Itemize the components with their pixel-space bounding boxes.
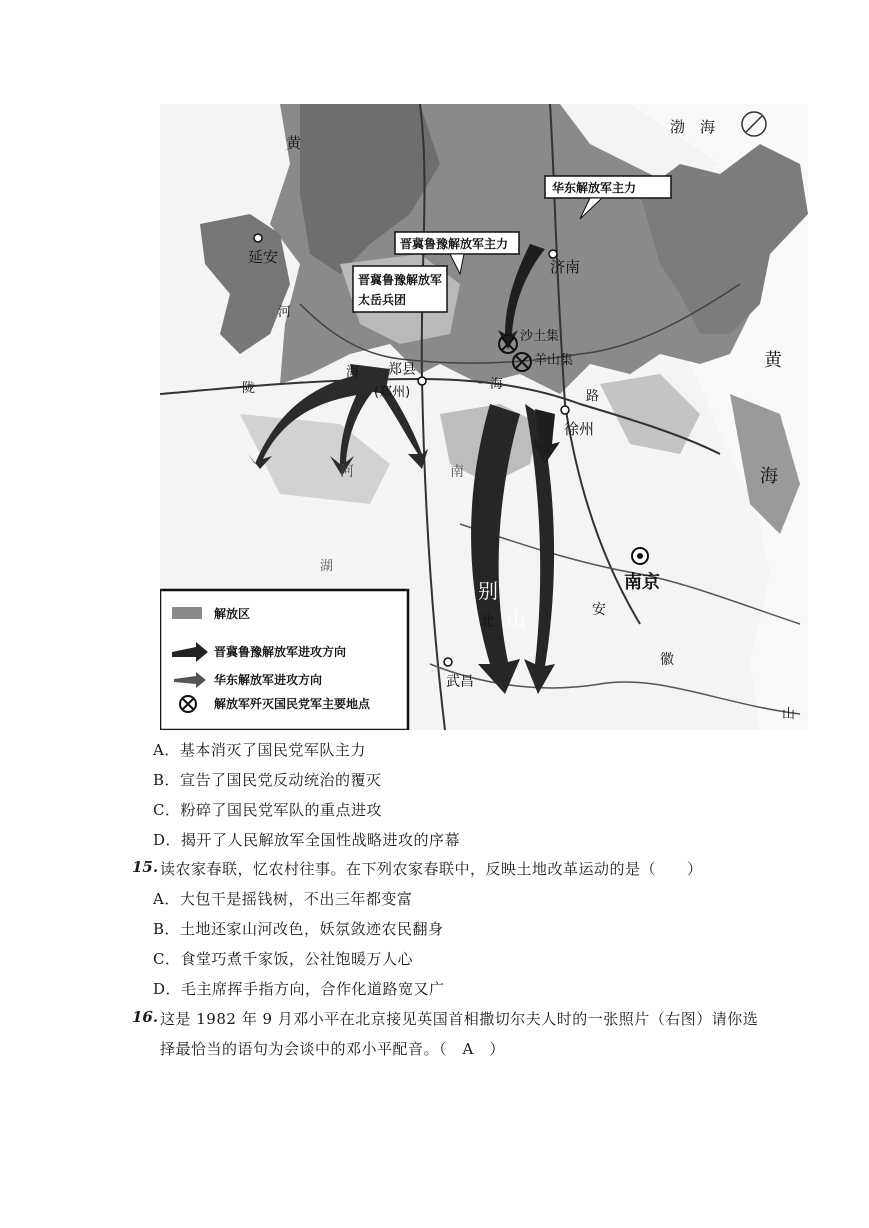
legend-swatch-liberated bbox=[172, 607, 202, 619]
q15-option-c: C．食堂巧煮千家饭，公社饱暖万人心 bbox=[153, 950, 413, 968]
wuchang-city-icon bbox=[444, 658, 452, 666]
war-map bbox=[160, 104, 808, 730]
q14-option-a: A．基本消灭了国民党军队主力 bbox=[153, 741, 366, 759]
legend-label-liberated: 解放区 bbox=[214, 607, 251, 621]
label-he: 河 bbox=[278, 305, 292, 320]
label-bohai-hai: 海 bbox=[700, 118, 716, 136]
label-hubei-hu: 湖 bbox=[320, 559, 334, 574]
q15-text: 读农家春联，忆农村往事。在下列农家春联中，反映土地改革运动的是（ ） bbox=[160, 860, 703, 878]
label-shan-right: 山 bbox=[782, 707, 796, 722]
label-hubei-bei: 北 bbox=[480, 614, 494, 630]
label-hai-route: 海 bbox=[490, 377, 504, 392]
label-lu: 路 bbox=[586, 389, 600, 404]
label-yangshanji: 羊山集 bbox=[534, 353, 574, 368]
q16-line2: 择最恰当的语句为会谈中的邓小平配音。（ A ） bbox=[160, 1040, 505, 1058]
label-anhui-hui: 徽 bbox=[660, 652, 674, 668]
label-henan-he: 河 bbox=[340, 464, 354, 480]
callout-taiyue-line1: 晋冀鲁豫解放军 bbox=[358, 273, 443, 287]
label-dabie-bie: 别 bbox=[478, 579, 498, 603]
q14-option-d: D．揭开了人民解放军全国性战略进攻的序幕 bbox=[153, 831, 461, 849]
label-anhui-an: 安 bbox=[592, 602, 606, 618]
q14-option-c: C．粉碎了国民党军队的重点进攻 bbox=[153, 801, 382, 819]
label-huanghai-hai: 海 bbox=[760, 466, 778, 487]
q14-option-b: B．宣告了国民党反动统治的覆灭 bbox=[153, 771, 382, 789]
label-longhai-hai: 海 bbox=[346, 365, 360, 380]
label-wuchang: 武昌 bbox=[446, 674, 474, 690]
label-zhengxian: 郑县 bbox=[388, 362, 416, 378]
legend-label-annihilation: 解放军歼灭国民党军主要地点 bbox=[214, 697, 371, 711]
q16-line1: 这是 1982 年 9 月邓小平在北京接见英国首相撒切尔夫人时的一张照片（右图）请你选 bbox=[160, 1010, 759, 1028]
label-huang-top: 黄 bbox=[286, 134, 302, 152]
map-svg bbox=[160, 104, 808, 730]
label-jinan: 济南 bbox=[550, 258, 581, 276]
label-dabie-shan: 山 bbox=[506, 607, 526, 631]
label-yanan: 延安 bbox=[248, 248, 279, 266]
zhengzhou-city-icon bbox=[418, 377, 426, 385]
nanjing-city-dot bbox=[637, 553, 643, 559]
legend-label-huadong: 华东解放军进攻方向 bbox=[214, 673, 323, 687]
callout-jinjilu-main: 晋冀鲁豫解放军主力 bbox=[400, 237, 509, 251]
label-shatuji: 沙土集 bbox=[520, 329, 560, 344]
q15-option-d: D．毛主席挥手指方向，合作化道路宽又广 bbox=[153, 980, 445, 998]
legend-label-jinjilu: 晋冀鲁豫解放军进攻方向 bbox=[214, 645, 347, 659]
label-longhai-long: 陇 bbox=[242, 381, 256, 396]
label-bohai: 渤 bbox=[670, 118, 686, 136]
yanan-city-icon bbox=[254, 234, 262, 242]
label-zhengzhou: (郑州) bbox=[374, 385, 411, 400]
jinan-city-icon bbox=[549, 250, 557, 258]
label-xuzhou: 徐州 bbox=[564, 420, 595, 438]
q16-number: 16. bbox=[132, 1008, 159, 1026]
q15-number: 15. bbox=[132, 858, 159, 876]
q15-option-b: B．土地还家山河改色，妖氛敛迹农民翻身 bbox=[153, 920, 444, 938]
q15-option-a: A．大包干是摇钱树，不出三年都变富 bbox=[153, 890, 413, 908]
callout-taiyue-line2: 太岳兵团 bbox=[358, 293, 407, 307]
callout-huadong-main: 华东解放军主力 bbox=[552, 181, 637, 195]
xuzhou-city-icon bbox=[561, 406, 569, 414]
label-huanghai-huang: 黄 bbox=[764, 350, 782, 371]
label-henan-nan: 南 bbox=[450, 464, 464, 480]
label-nanjing: 南京 bbox=[624, 572, 660, 593]
